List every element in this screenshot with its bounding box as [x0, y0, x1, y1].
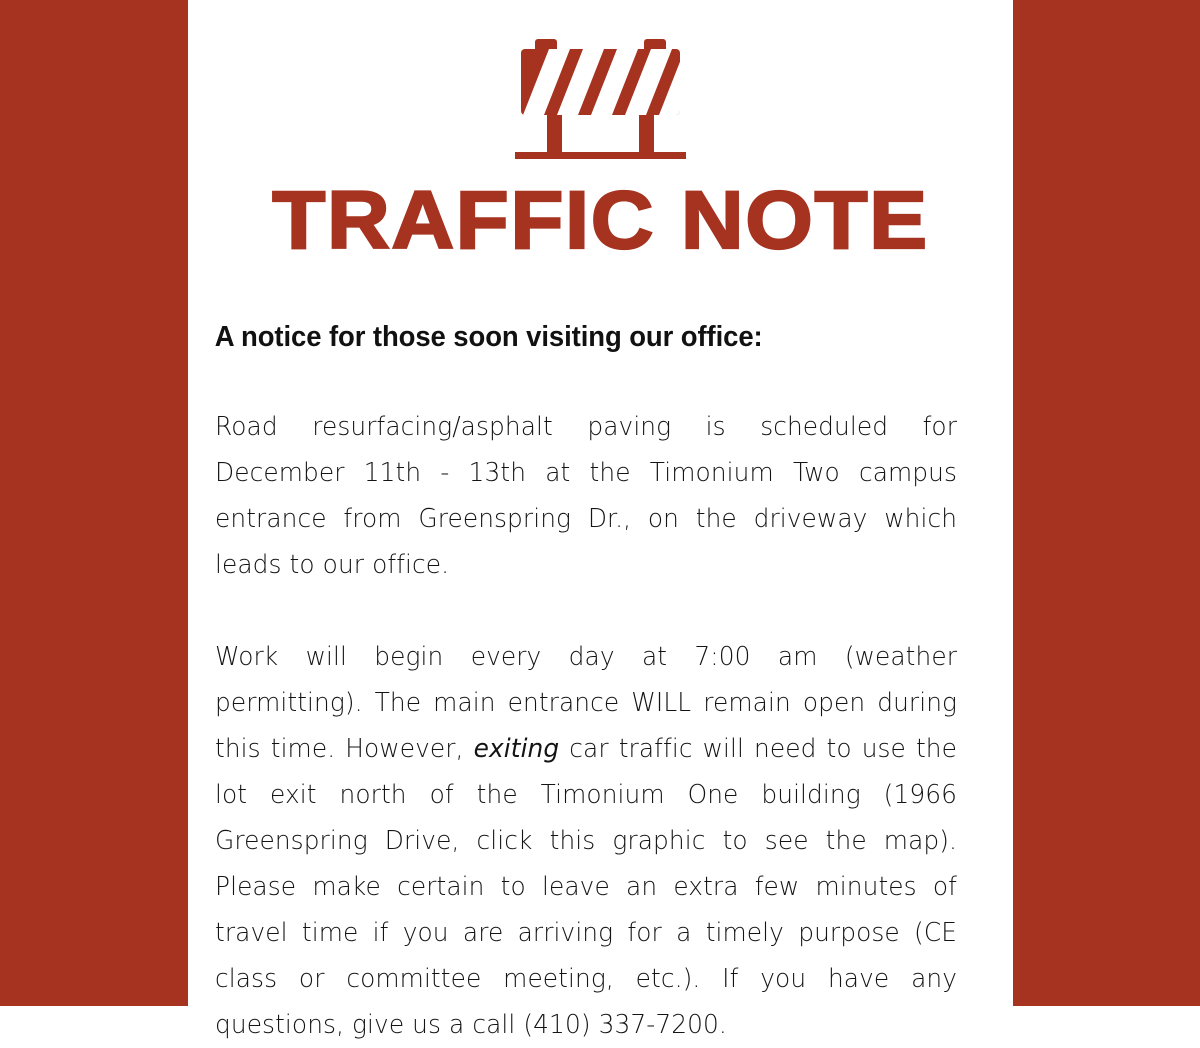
paragraph-schedule-text: Road resurfacing/asphalt paving is scheduled for December 11th - 13th at the Timonium Two campus entrance from Greenspring Dr., on the driveway which leads to our office.	[215, 412, 958, 581]
road-barricade-icon[interactable]	[513, 37, 688, 162]
subheading: A notice for those soon visiting our office:	[214, 321, 763, 353]
paragraph-details	[215, 634, 957, 1048]
right-red-band	[1013, 0, 1200, 1006]
poster-content-column	[188, 0, 1013, 1041]
paragraph-schedule	[215, 404, 957, 588]
emphasis-exiting: exiting	[473, 734, 560, 765]
left-red-band	[0, 0, 188, 1006]
barricade-icon-container[interactable]	[207, 0, 994, 162]
body-copy	[207, 354, 994, 1048]
page-title: TRAFFIC NOTE	[272, 175, 929, 266]
paragraph-details-lead: Work will begin every day at 7:00 am (weather permitting). The main entrance WILL remain open during this time. However,	[215, 642, 958, 765]
paragraph-details-tail: car traffic will need to use the lot exit north of the Timonium One building (1966 Greenspring Drive, click this graphic to see the map). Please make certain to leave an extra few minutes of travel time if you are arriving for a timely purpose (CE class or committee meeting, etc.). If you have any questions, give us a call (410) 337-7200.	[215, 734, 958, 1041]
